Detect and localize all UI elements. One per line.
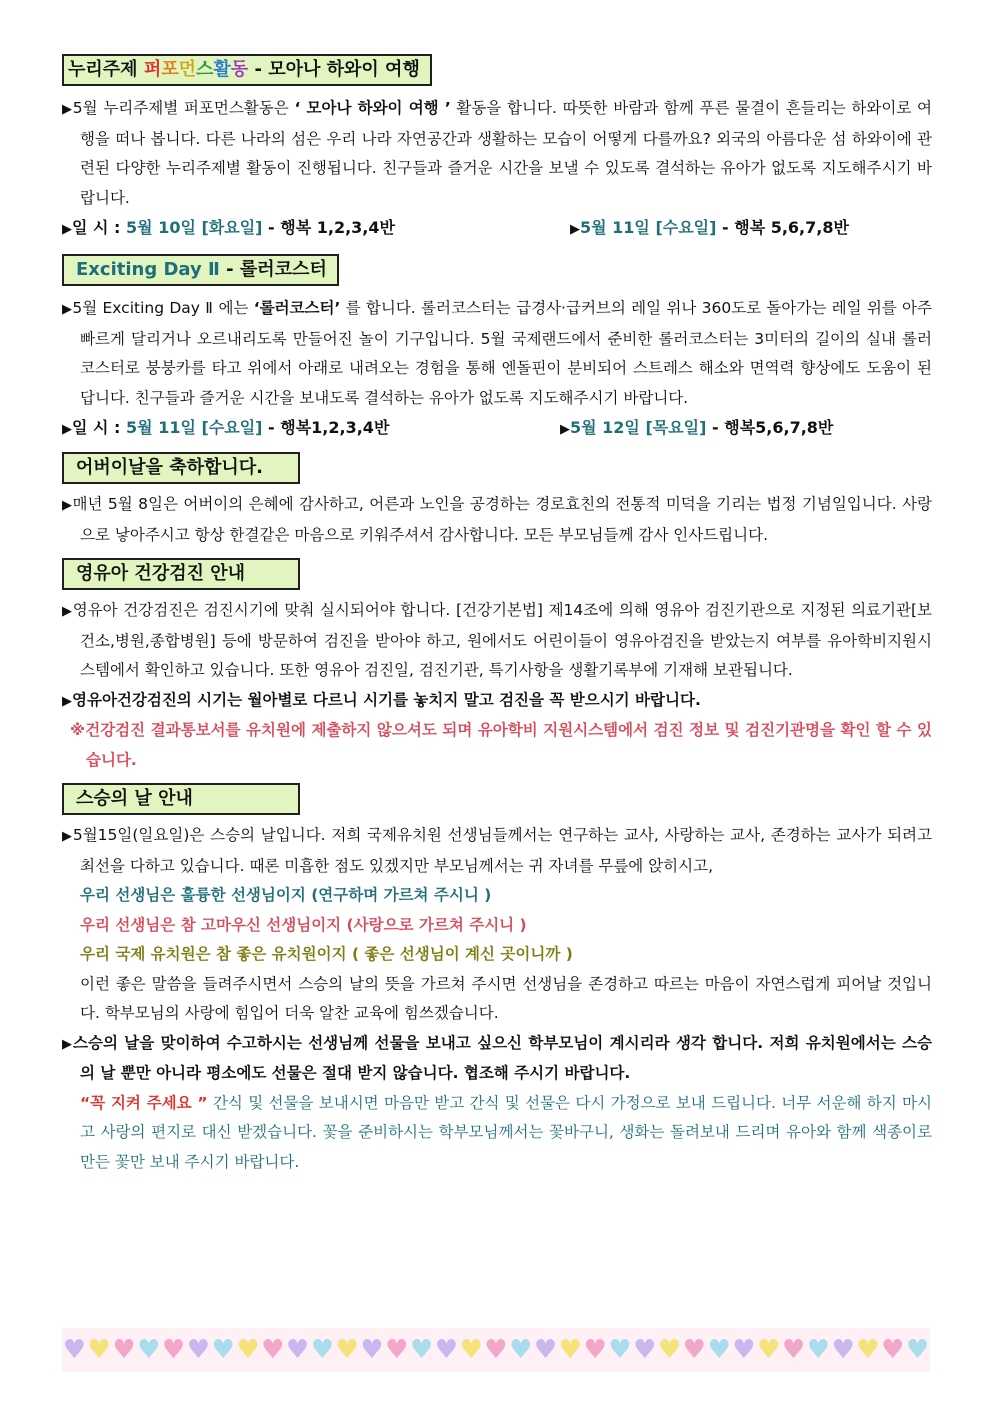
heart-icon: ♥ (285, 1335, 310, 1365)
section-title-prefix: Exciting Day Ⅱ (76, 259, 220, 280)
heart-icon: ♥ (385, 1335, 409, 1365)
heart-icon: ♥ (459, 1335, 483, 1365)
schedule-classes: - 행복 5,6,7,8반 (716, 218, 849, 237)
paragraph-text: 영유아 건강검진은 검진시기에 맞춰 실시되어야 합니다. [건강기본법] 제14조에 의해 영유아 검진기관으로 지정된 의료기관[보건소,병원,종합병원] 등에 방문하여 검진을 받아야 하고, 원에서도 어린이들이 영유아검진을 받았는지 여부를 유아학비지원시스템에서 확인하고 있습니다. 또한 영유아 검진일, 검진기관, 특기사항을 생활기록부에 기재해 보관됩니다. (72, 601, 933, 679)
heart-icon: ♥ (831, 1335, 855, 1365)
heart-icon: ♥ (484, 1335, 508, 1365)
heart-icon: ♥ (310, 1335, 335, 1365)
paragraph-roller-coaster (62, 294, 932, 413)
section-title-performance-word (144, 59, 248, 80)
paragraph-text: 활동을 합니다. 따뜻한 바람과 함께 푸른 물결이 흔들리는 하와이로 여행을 떠나 봅니다. 다른 나라의 섬은 우리 나라 자연공간과 생활하는 모습이 어떻게 다를까요? 외국의 아름다운 섬 하와이에 관련된 다양한 누리주제별 활동이 진행됩니다. 친구들과 즐거운 시간을 보낼 수 있도록 결석하는 유아가 없도록 지도해주시기 바랍니다. (80, 99, 932, 207)
heart-icon: ♥ (856, 1335, 880, 1365)
heart-icon: ♥ (583, 1335, 607, 1365)
section-title-exciting-day (62, 254, 339, 286)
paragraph-text: 5월15일(일요일)은 스승의 날입니다. 저희 국제유치원 선생님들께서는 연구하는 교사, 사랑하는 교사, 존경하는 교사가 되려고 최선을 다하고 있습니다. 때론 미흡한 점도 있겠지만 부모님께서는 귀 자녀를 무릎에 앉히시고, (72, 826, 933, 875)
heart-icon: ♥ (137, 1335, 161, 1365)
heart-icon: ♥ (434, 1335, 458, 1365)
schedule-label: 일 시 : (72, 418, 121, 437)
paragraph-teachers-day (62, 821, 932, 881)
heart-icon: ♥ (360, 1335, 384, 1365)
heart-icon: ♥ (905, 1335, 930, 1365)
teacher-praise-line-1: 우리 선생님은 훌륭한 선생님이지 (연구하며 가르쳐 주시니 ) (80, 886, 492, 904)
heart-icon: ♥ (161, 1335, 186, 1365)
paragraph-gift-return (62, 1089, 932, 1178)
arrow-icon: ▶ (62, 829, 73, 844)
section-title-suffix: - 롤러코스터 (219, 259, 327, 280)
heart-icon: ♥ (558, 1335, 582, 1365)
paragraph-checkup-reminder (62, 686, 932, 717)
heart-icon: ♥ (732, 1335, 756, 1365)
schedule-date: 5월 10일 [화요일] (126, 218, 263, 237)
schedule-date: 5월 11일 [수요일] (126, 418, 263, 437)
paragraph-parents-day (62, 490, 932, 550)
title-colored-char: 동 (230, 59, 249, 80)
heart-icon: ♥ (236, 1335, 260, 1365)
section-title-teachers-day: 스승의 날 안내 (62, 783, 300, 815)
teacher-praise-line-2: 우리 선생님은 참 고마우신 선생님이지 (사랑으로 가르쳐 주시니 ) (80, 915, 527, 934)
schedule-row (62, 413, 932, 444)
heart-icon: ♥ (633, 1335, 657, 1365)
heart-icon: ♥ (509, 1335, 533, 1365)
section-title-performance (62, 54, 432, 86)
arrow-icon: ▶ (62, 693, 72, 709)
heart-icon: ♥ (261, 1335, 285, 1365)
section-title-prefix: 누리주제 (68, 59, 138, 80)
arrow-icon: ▶ (62, 222, 72, 237)
schedule-second (570, 213, 849, 244)
paragraph-gift-policy (62, 1029, 932, 1089)
arrow-icon: ▶ (62, 102, 73, 117)
arrow-icon: ▶ (62, 1036, 73, 1052)
heart-icon: ♥ (62, 1335, 87, 1365)
paragraph-text: 매년 5월 8일은 어버이의 은혜에 감사하고, 어른과 노인을 공경하는 경로효친의 전통적 미덕을 기리는 법정 기념일입니다. 사랑으로 낳아주시고 항상 한결같은 마음으로 키워주셔서 감사합니다. 모든 부모님들께 감사 인사드립니다. (72, 495, 933, 544)
heart-icon: ♥ (409, 1335, 434, 1365)
paragraph-text: 스승의 날을 맞이하여 수고하시는 선생님께 선물을 보내고 싶으신 학부모님이 계시리라 생각 합니다. 저희 유치원에서는 스승의 날 뿐만 아니라 평소에도 선물은 절대 받지 않습니다. 협조해 주시기 바랍니다. (73, 1033, 933, 1082)
newsletter-page (62, 54, 932, 1177)
schedule-classes: - 행복1,2,3,4반 (262, 418, 390, 437)
title-colored-char: 스 (196, 59, 214, 80)
heart-icon: ♥ (781, 1335, 806, 1365)
activity-name: ‘롤러코스터’ (253, 299, 341, 317)
schedule-second (560, 413, 833, 444)
paragraph-teachers-day-2: 이런 좋은 말씀을 들려주시면서 스승의 날의 뜻을 가르쳐 주시면 선생님을 존경하고 따르는 마음이 자연스럽게 피어날 것입니다. 학부모님의 사랑에 힘입어 더욱 알찬 교육에 힘쓰겠습니다. (80, 974, 932, 1022)
paragraph-health-checkup (62, 596, 932, 686)
title-colored-char: 퍼 (143, 59, 162, 80)
title-colored-char: 먼 (178, 59, 197, 80)
heart-icon: ♥ (335, 1335, 359, 1365)
arrow-icon: ▶ (62, 498, 73, 513)
title-colored-char: 활 (213, 59, 231, 80)
section-title-parents-day: 어버이날을 축하합니다. (62, 452, 300, 484)
paragraph-text: 를 합니다. 롤러코스터는 급경사·급커브의 레일 위나 360도로 돌아가는 레일 위를 아주 빠르게 달리거나 오르내리도록 만들어진 놀이 기구입니다. 5월 국제랜드에서 준비한 롤러코스터는 3미터의 길이의 실내 롤러코스터로 붕붕카를 타고 위에서 아래로 내려오는 경험을 통해 엔돌핀이 분비되어 스트레스 해소와 면역력 향상에도 도움이 된답니다. 친구들과 즐거운 시간을 보내도록 결석하는 유아가 없도록 지도해주시기 바랍니다. (80, 299, 932, 407)
title-colored-char: 포 (161, 59, 179, 80)
heart-icon: ♥ (211, 1335, 235, 1365)
paragraph-text: 5월 Exciting Day Ⅱ 에는 (72, 299, 254, 317)
arrow-icon: ▶ (62, 604, 73, 619)
paragraph-text: 영유아건강검진의 시기는 월아별로 다르니 시기를 놓치지 말고 검진을 꼭 받으시기 바랍니다. (72, 690, 701, 709)
arrow-icon: ▶ (570, 222, 580, 237)
schedule-classes: - 행복5,6,7,8반 (706, 418, 834, 437)
heart-icon: ♥ (608, 1335, 632, 1365)
schedule-classes: - 행복 1,2,3,4반 (262, 218, 395, 237)
heart-icon: ♥ (533, 1335, 558, 1365)
paragraph-text: 간식 및 선물을 보내시면 마음만 받고 간식 및 선물은 다시 가정으로 보내 드립니다. 너무 서운해 하지 마시고 사랑의 편지로 대신 받겠습니다. 꽃을 준비하시는 학부모님께서는 꽃바구니, 생화는 돌려보내 드리며 유아와 함께 색종이로 만든 꽃만 보내 주시기 바랍니다. (80, 1093, 932, 1171)
arrow-icon: ▶ (62, 422, 72, 437)
heart-icon: ♥ (757, 1335, 781, 1365)
heart-icon: ♥ (186, 1335, 211, 1365)
heart-icon: ♥ (112, 1335, 136, 1365)
arrow-icon: ▶ (560, 422, 570, 437)
note-checkup: ※건강검진 결과통보서를 유치원에 제출하지 않으셔도 되며 유아학비 지원시스템에서 검진 정보 및 검진기관명을 확인 할 수 있습니다. (70, 721, 932, 769)
heart-icon: ♥ (657, 1335, 682, 1365)
schedule-label: 일 시 : (72, 218, 121, 237)
schedule-date: 5월 12일 [목요일] (570, 418, 707, 437)
activity-name: ‘ 모아나 하와이 여행 ’ (294, 99, 451, 117)
heart-icon: ♥ (806, 1335, 830, 1365)
schedule-row (62, 213, 932, 244)
arrow-icon: ▶ (62, 302, 73, 317)
paragraph-text: 5월 누리주제별 퍼포먼스활동은 (72, 99, 295, 117)
section-title-health-checkup: 영유아 건강검진 안내 (62, 558, 300, 590)
teacher-praise-line-3: 우리 국제 유치원은 참 좋은 유치원이지 ( 좋은 선생님이 계신 곳이니까 ) (80, 945, 573, 963)
section-title-suffix: - 모아나 하와이 여행 (248, 59, 420, 80)
heart-icon: ♥ (881, 1335, 905, 1365)
heart-border-decoration (62, 1328, 930, 1372)
heart-icon: ♥ (707, 1335, 731, 1365)
heart-icon: ♥ (87, 1335, 111, 1365)
paragraph-performance (62, 94, 932, 213)
schedule-date: 5월 11일 [수요일] (580, 218, 717, 237)
emphasis-quote: “꼭 지켜 주세요 ” (80, 1093, 208, 1112)
heart-icon: ♥ (682, 1335, 706, 1365)
